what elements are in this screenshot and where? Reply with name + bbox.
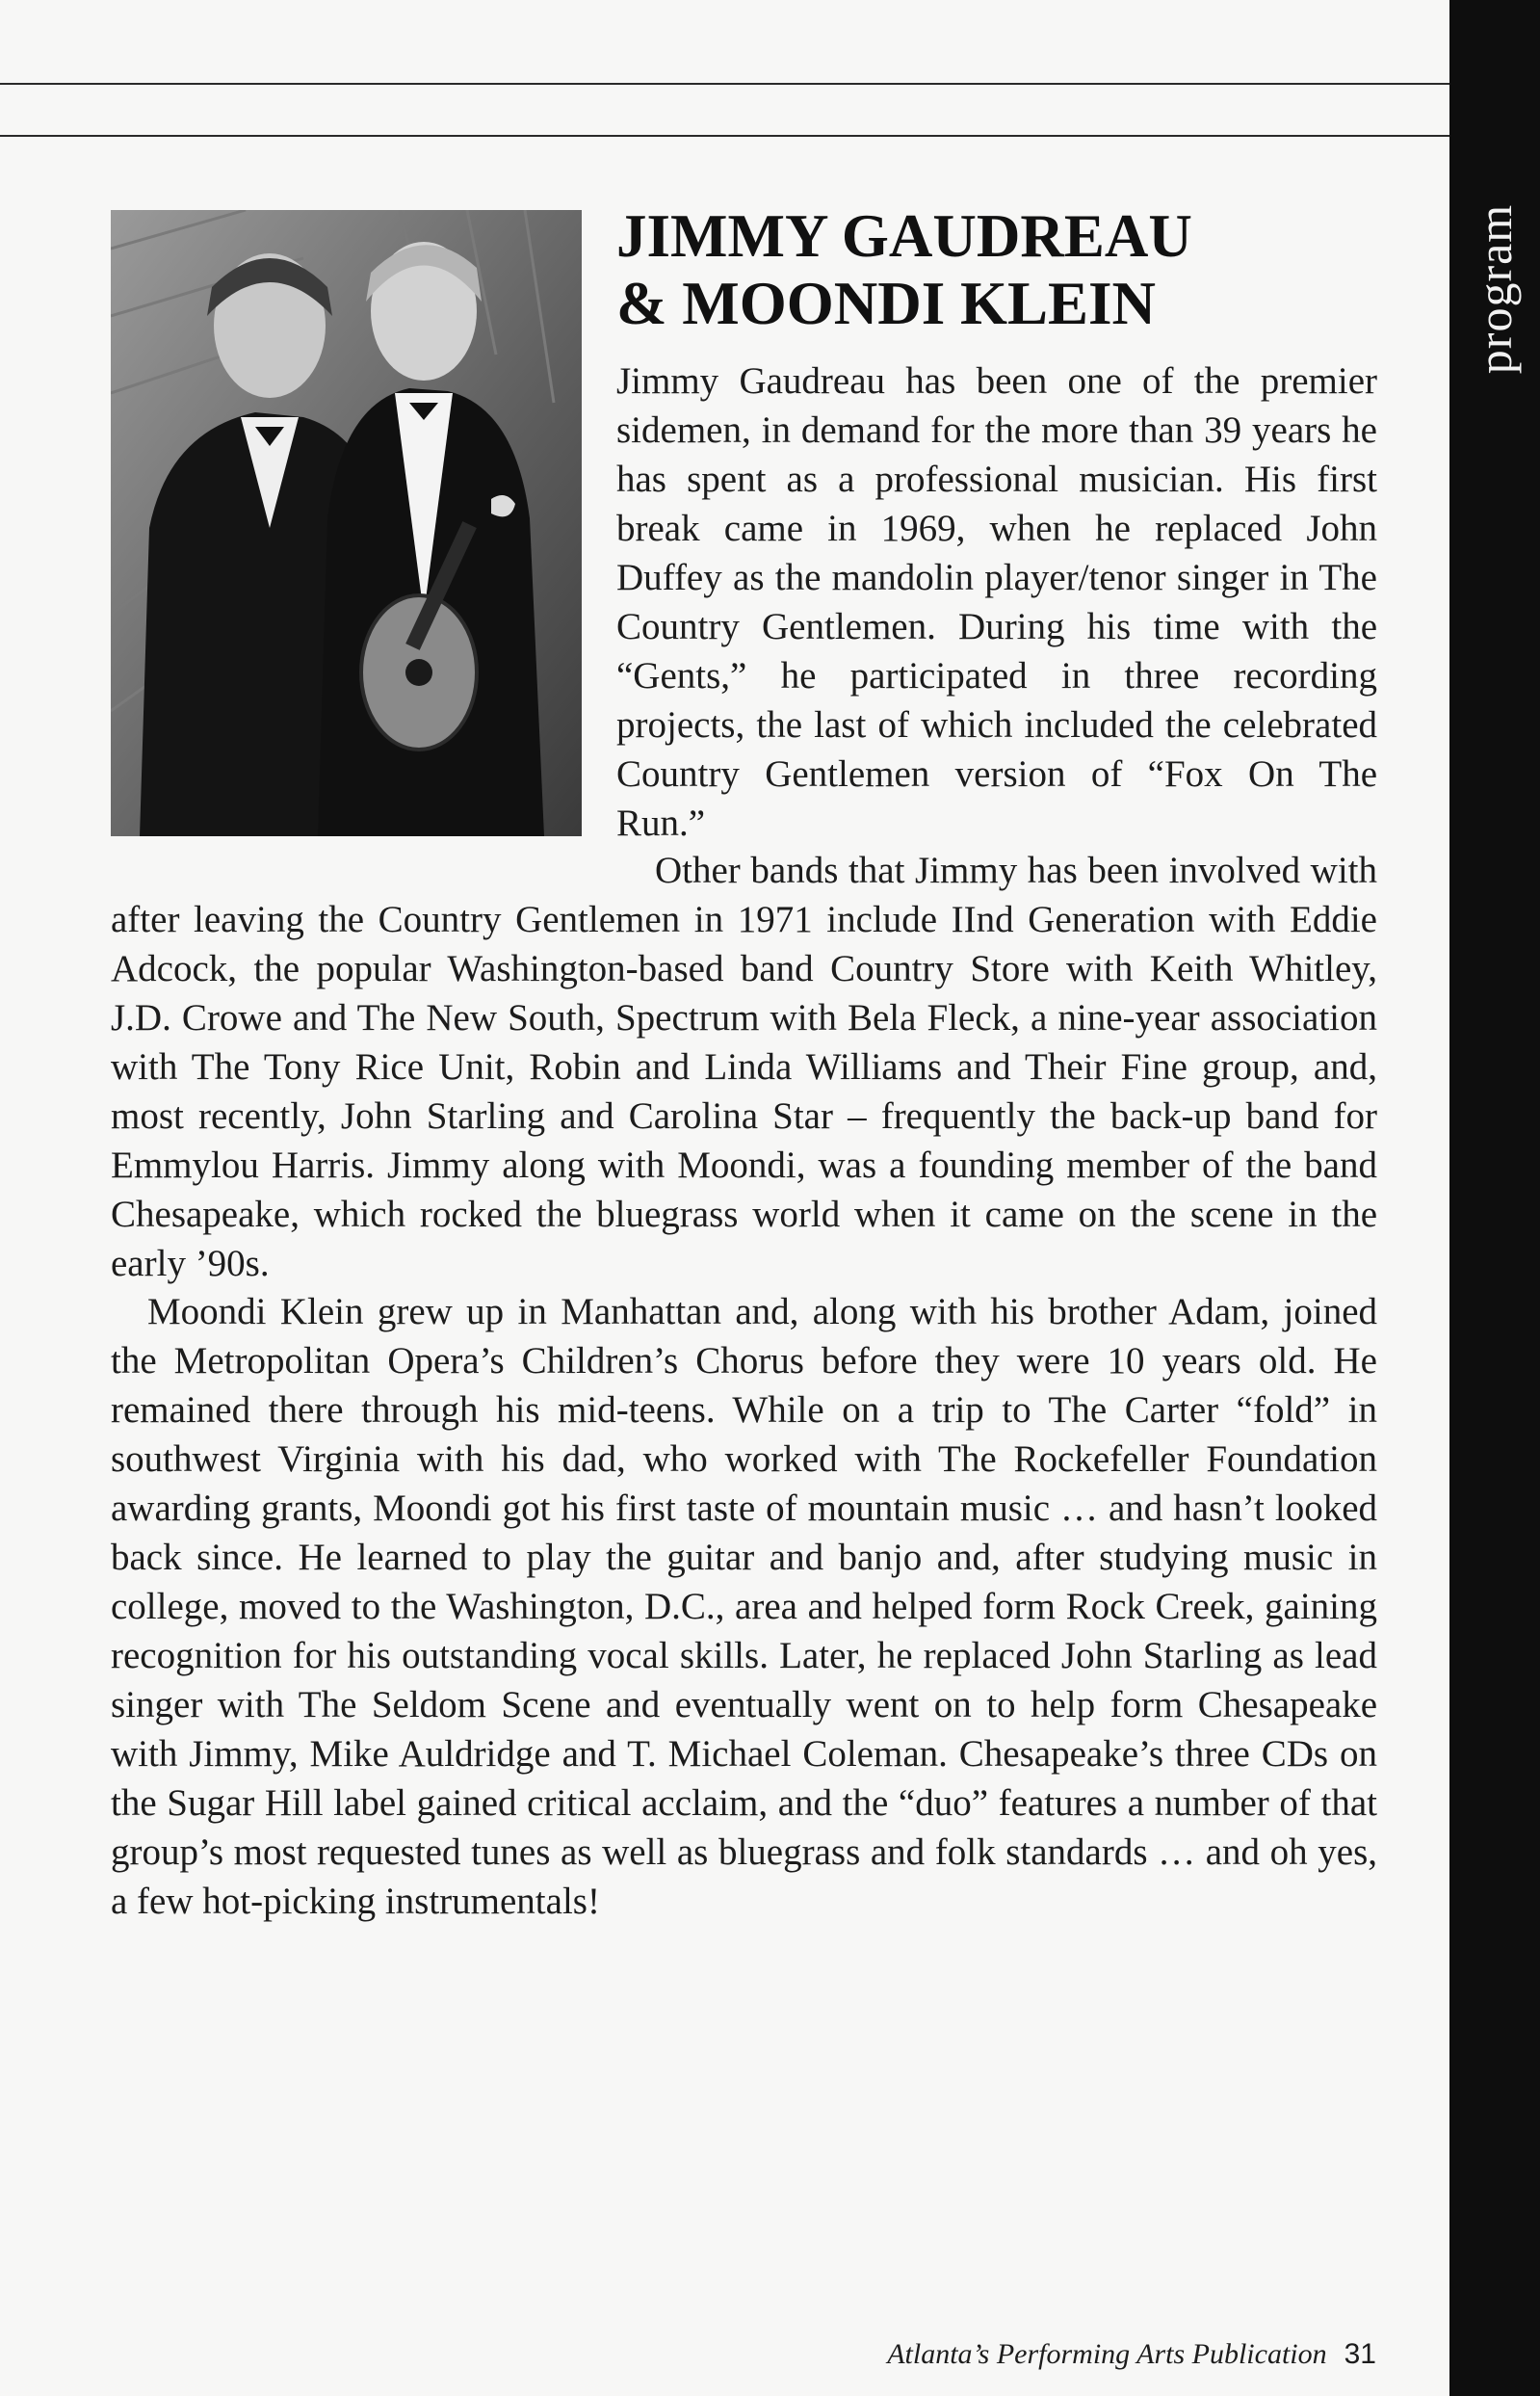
article-paragraph-1: Jimmy Gaudreau has been one of the premier sidemen, in demand for the more than 39 years he has spent as a professional musician. His first break came in 1969, when he replaced John Duffey as the mandolin player/tenor singer in The Country Gentlemen. During his time with the “Gents,” he participated in three recording projects, the last of which included the celebrated Country Gentlemen version of “Fox On The Run.” bbox=[616, 360, 1377, 844]
headline-line-1: JIMMY GAUDREAU bbox=[616, 202, 1192, 270]
headline-line-2: & MOONDI KLEIN bbox=[616, 270, 1157, 337]
duo-photo-icon bbox=[111, 210, 582, 836]
section-tab-label: program bbox=[1468, 203, 1522, 375]
article-headline bbox=[616, 202, 1406, 337]
top-rule bbox=[0, 83, 1449, 85]
article-paragraph-2: Other bands that Jimmy has been involved with after leaving the Country Gentlemen in 1971 include IInd Generation with Eddie Adcock, the popular Washington-based band Country Store with Keith Whitley, J.D. Crowe and The New South, Spectrum with Bela Fleck, a nine-year association with The Tony Rice Unit, Robin and Linda Williams and Their Fine group, and, most recently, John Starling and Carolina Star – frequently the back-up band for Emmylou Harris. Jimmy along with Moondi, was a founding member of the band Chesapeake, which rocked the bluegrass world when it came on the scene in the early ’90s. bbox=[111, 850, 1377, 1284]
page-number: 31 bbox=[1344, 2338, 1376, 2370]
publication-name: Atlanta’s Performing Arts Publication bbox=[887, 2338, 1327, 2370]
page-footer bbox=[887, 2338, 1376, 2371]
top-rule-lower bbox=[0, 135, 1449, 137]
article-paragraph-3: Moondi Klein grew up in Manhattan and, along with his brother Adam, joined the Metropolitan Opera’s Children’s Chorus before they were 10 years old. He remained there through his mid-teens. While on a trip to The Carter “fold” in southwest Virginia with his dad, who worked with The Rockefeller Foundation awarding grants, Moondi got his first taste of mountain music … and hasn’t looked back since. He learned to play the guitar and banjo and, after studying music in college, moved to the Washington, D.C., area and helped form Rock Creek, gaining recognition for his outstanding vocal skills. Later, he replaced John Starling as lead singer with The Seldom Scene and eventually went on to help form Chesapeake with Jimmy, Mike Auldridge and T. Michael Coleman. Chesapeake’s three CDs on the Sugar Hill label gained critical acclaim, and the “duo” features a number of that group’s most requested tunes as well as bluegrass and folk standards … and oh yes, a few hot-picking instrumentals! bbox=[111, 1291, 1377, 1922]
duo-photo bbox=[111, 210, 582, 836]
